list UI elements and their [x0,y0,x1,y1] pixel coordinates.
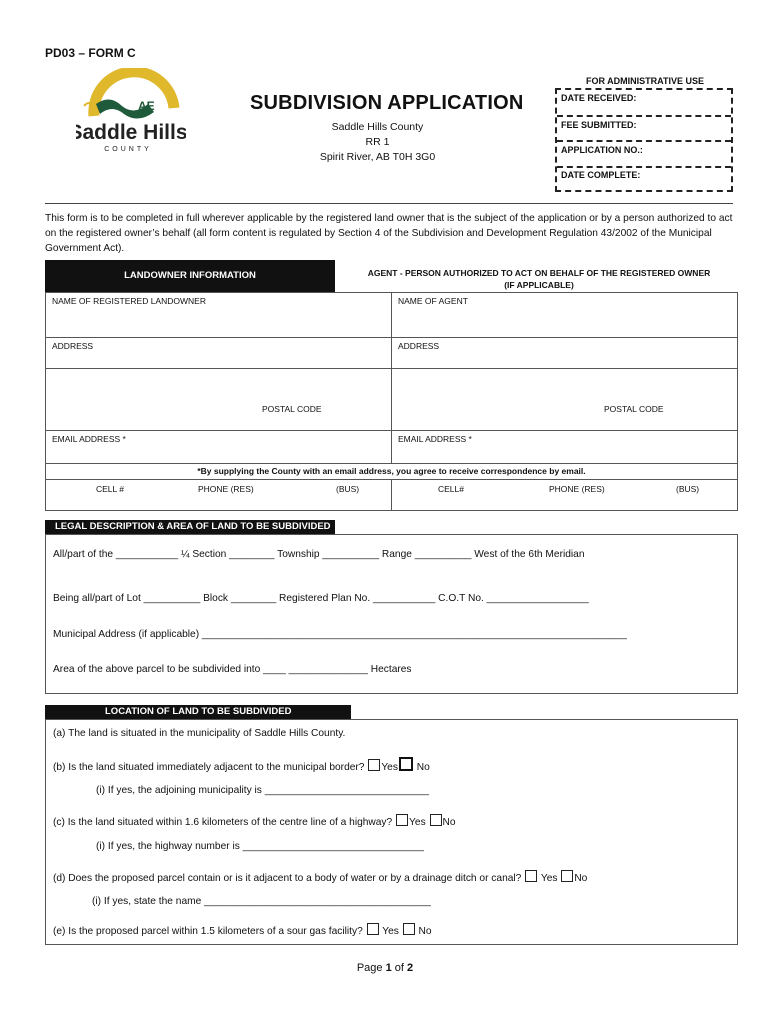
yes-checkbox-b[interactable] [368,759,380,771]
location-d: (d) Does the proposed parcel contain or is it adjacent to a body of water or by a drainage ditch or canal? Yes No [53,870,587,884]
fee-submitted-label: FEE SUBMITTED: [561,120,637,130]
yes-checkbox-e[interactable] [367,923,379,935]
location-b-i[interactable]: (i) If yes, the adjoining municipality is _____________________________ [96,785,430,796]
location-box [45,719,738,945]
admin-use-title: FOR ADMINISTRATIVE USE [585,76,704,86]
agent-address-line2-field[interactable]: POSTAL CODE [391,368,738,431]
date-received-label: DATE RECEIVED: [561,93,637,103]
agent-email-field[interactable]: EMAIL ADDRESS * [391,430,738,464]
agent-header: AGENT - PERSON AUTHORIZED TO ACT ON BEHALF OF THE REGISTERED OWNER (IF APPLICABLE) [367,268,711,290]
landowner-address-field[interactable]: ADDRESS [45,337,392,369]
application-no-label: APPLICATION NO.: [561,145,643,155]
location-c: (c) Is the land situated within 1.6 kilometers of the centre line of a highway? Yes No [53,814,456,828]
saddle-hills-logo [76,68,186,154]
agent-phone-row[interactable]: CELL# PHONE (RES) (BUS) [391,479,738,511]
agent-address-field[interactable]: ADDRESS [391,337,738,369]
legal-line-section[interactable]: All/part of the ___________ ¼ Section ________ Township __________ Range __________ West of the 6th Meridian [53,549,585,560]
legal-line-municipal-address[interactable]: Municipal Address (if applicable) ___________________________________________________________________________ [53,629,627,640]
legal-line-area[interactable]: Area of the above parcel to be subdivided into ____ ______________ Hectares [53,664,412,675]
no-checkbox-c[interactable] [430,814,442,826]
location-a: (a) The land is situated in the municipality of Saddle Hills County. [53,728,346,739]
no-checkbox-e[interactable] [403,923,415,935]
agent-name-field[interactable]: NAME OF AGENT [391,292,738,338]
email-note: *By supplying the County with an email address, you agree to receive correspondence by email. [45,463,738,479]
landowner-header-tab: LANDOWNER INFORMATION [45,260,335,292]
admin-use-box [555,88,733,192]
county-address: Saddle Hills County RR 1 Spirit River, AB T0H 3G0 [319,121,436,163]
landowner-phone-row[interactable]: CELL # PHONE (RES) (BUS) [45,479,392,511]
location-header: LOCATION OF LAND TO BE SUBDIVIDED [45,705,351,719]
logo-subtext: COUNTY [104,146,152,153]
intro-paragraph: This form is to be completed in full wherever applicable by the registered land owner that is the subject of the application or by a person authorized to act on the registered owner’s behalf (all form content is regulated by Section 4 of the Subdivision and Development Regulation 43/2002 of the Municipal Government Act). [45,213,733,254]
no-checkbox-b[interactable] [399,757,413,771]
page-footer: Page 1 of 2 [356,962,414,974]
header-divider [45,203,733,204]
location-c-i[interactable]: (i) If yes, the highway number is ________________________________ [96,841,424,852]
legal-line-lot[interactable]: Being all/part of Lot __________ Block ________ Registered Plan No. ___________ C.O.T No. __________________ [53,593,589,604]
yes-checkbox-d[interactable] [525,870,537,882]
page-title: SUBDIVISION APPLICATION [250,92,524,114]
svg-text:AE: AE [138,99,155,113]
location-d-i[interactable]: (i) If yes, state the name ________________________________________ [92,896,431,907]
form-code: PD03 – FORM C [45,46,136,60]
landowner-name-field[interactable]: NAME OF REGISTERED LANDOWNER [45,292,392,338]
no-checkbox-d[interactable] [561,870,573,882]
landowner-email-field[interactable]: EMAIL ADDRESS * [45,430,392,464]
yes-checkbox-c[interactable] [396,814,408,826]
date-complete-label: DATE COMPLETE: [561,170,641,180]
location-e: (e) Is the proposed parcel within 1.5 kilometers of a sour gas facility? Yes No [53,923,432,937]
logo-text: Saddle Hills [76,121,186,144]
location-b: (b) Is the land situated immediately adjacent to the municipal border? Yes No [53,757,430,773]
landowner-address-line2-field[interactable]: POSTAL CODE [45,368,392,431]
legal-description-header: LEGAL DESCRIPTION & AREA OF LAND TO BE SUBDIVIDED [45,520,335,534]
